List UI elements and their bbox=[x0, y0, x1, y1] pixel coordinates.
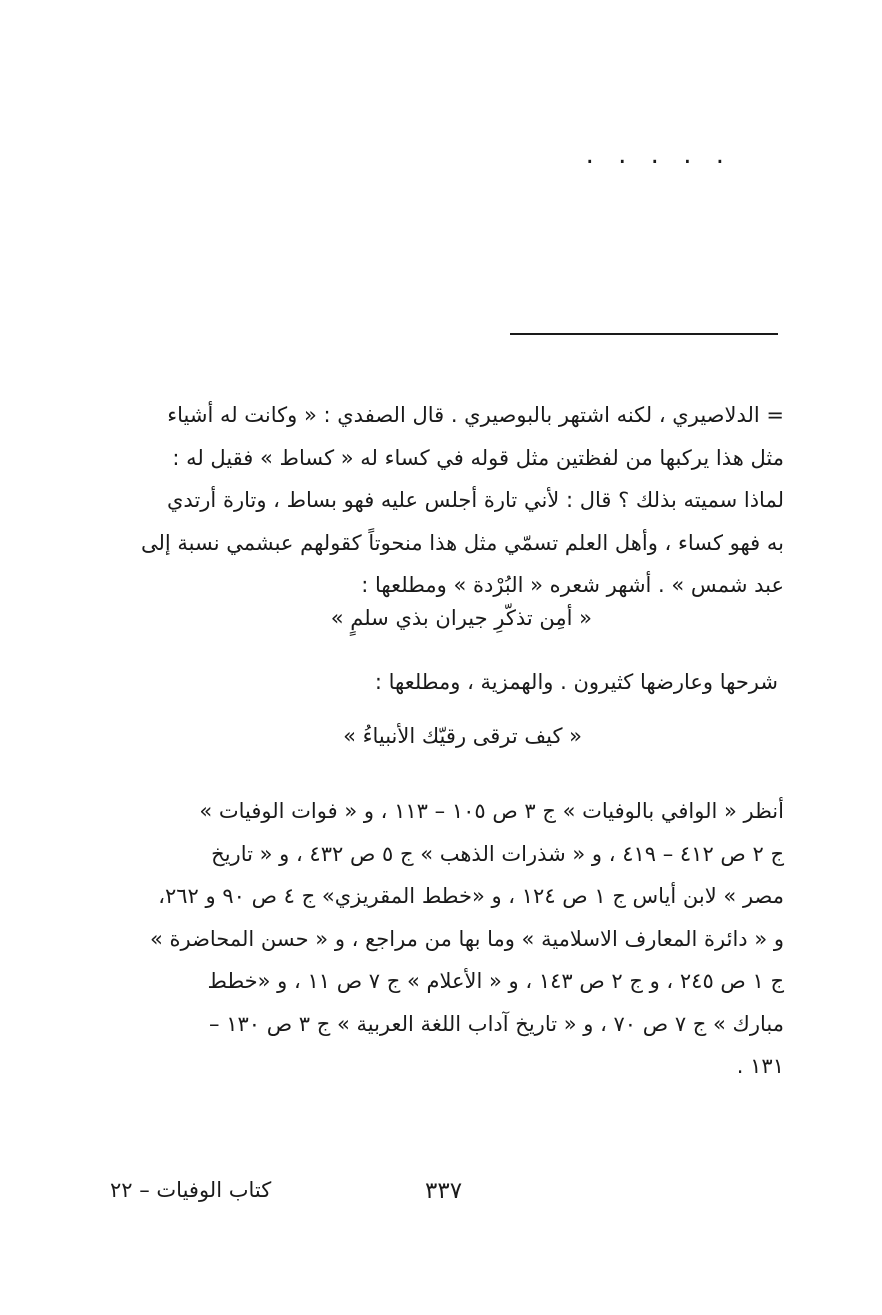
page-number: ٣٣٧ bbox=[425, 1178, 463, 1204]
footnote-line: به فهو كساء ، وأهل العلم تسمّي مثل هذا منحوتاً كقولهم عبشمي نسبة إلى bbox=[140, 530, 784, 555]
reference-line: ١٣١ . bbox=[736, 1054, 784, 1078]
reference-line: ج ١ ص ٢٤٥ ، و ج ٢ ص ١٤٣ ، و « الأعلام » ج ٧ ص ١١ ، و «خطط bbox=[207, 969, 784, 993]
footnote-paragraph-1 bbox=[104, 394, 784, 607]
footnote-line: لماذا سميته بذلك ؟ قال : لأني تارة أجلس عليه فهو بساط ، وتارة أرتدي bbox=[166, 488, 784, 512]
footnote-line: مثل هذا يركبها من لفظتين مثل قوله في كساء له « كساط » فقيل له : bbox=[172, 445, 784, 470]
footnote-paragraph-2 bbox=[104, 790, 784, 1088]
footnote-separator-rule bbox=[510, 333, 778, 335]
verse-hamziyya-opening: « كيف ترقى رقيّك الأنبياءُ » bbox=[343, 724, 582, 748]
reference-line: مبارك » ج ٧ ص ٧٠ ، و « تاريخ آداب اللغة العربية » ج ٣ ص ١٣٠ – bbox=[209, 1011, 784, 1036]
footnote-line: = الدلاصيري ، لكنه اشتهر بالبوصيري . قال الصفدي : « وكانت له أشياء bbox=[167, 403, 784, 427]
verse-burda-opening: « أمِن تذكّرِ جيران بذي سلمٍ » bbox=[330, 606, 592, 630]
reference-line: و « دائرة المعارف الاسلامية » وما بها من مراجع ، و « حسن المحاضرة » bbox=[149, 926, 784, 951]
reference-line: ج ٢ ص ٤١٢ – ٤١٩ ، و « شذرات الذهب » ج ٥ ص ٤٣٢ ، و « تاريخ bbox=[211, 841, 784, 866]
printer-signature: كتاب الوفيات – ٢٢ bbox=[110, 1178, 272, 1202]
ellipsis-dots: . . . . . bbox=[585, 140, 732, 170]
commentary-line: شرحها وعارضها كثيرون . والهمزية ، ومطلعها : bbox=[374, 670, 778, 694]
footnote-line: عبد شمس » . أشهر شعره « البُرْدة » ومطلعها : bbox=[361, 573, 784, 597]
reference-line: مصر » لابن أياس ج ١ ص ١٢٤ ، و «خطط المقريزي» ج ٤ ص ٩٠ و ٢٦٢، bbox=[158, 884, 784, 908]
reference-line: أنظر « الوافي بالوفيات » ج ٣ ص ١٠٥ – ١١٣ ، و « فوات الوفيات » bbox=[199, 799, 784, 823]
